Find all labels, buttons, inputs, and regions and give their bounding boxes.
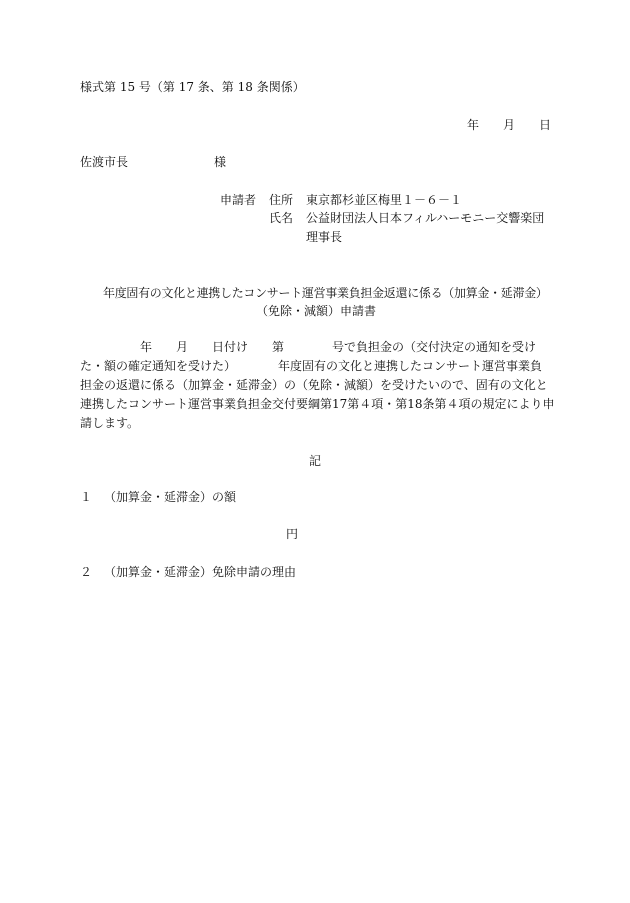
body-line: た・額の確定通知を受けた） 年度固有の文化と連携したコンサート運営事業負 — [80, 359, 543, 373]
form-number: 様式第 15 号（第 17 条、第 18 条関係） — [80, 80, 305, 94]
item-1-number: １ — [80, 490, 93, 504]
ki-heading: 記 — [309, 454, 322, 468]
body-line: 連携したコンサート運営事業負担金交付要綱第17第４項・第18条第４項の規定により申 — [80, 397, 555, 411]
applicant-organization: 公益財団法人日本フィルハーモニー交響楽団 — [306, 211, 545, 225]
item-2-label: （加算金・延滞金）免除申請の理由 — [104, 565, 297, 579]
document-title-line1: 年度固有の文化と連携したコンサート運営事業負担金返還に係る（加算金・延滞金） — [103, 286, 548, 300]
body-line: 年 月 日付け 第 号で負担金の（交付決定の通知を受け — [80, 340, 537, 354]
applicant-title: 理事長 — [306, 230, 343, 244]
applicant-label: 申請者 — [220, 193, 257, 207]
name-label: 氏名 — [269, 211, 294, 225]
item-1-label: （加算金・延滞金）の額 — [104, 490, 237, 504]
body-line: 担金の返還に係る（加算金・延滞金）の（免除・減額）を受けたいので、固有の文化と — [80, 378, 548, 392]
addressee-name: 佐渡市長 — [80, 155, 129, 169]
item-1-unit: 円 — [286, 527, 299, 541]
document-title-line2: （免除・減額）申請書 — [256, 304, 377, 318]
item-2-number: ２ — [80, 565, 93, 579]
body-line: 請します。 — [80, 416, 140, 430]
date-line: 年 月 日 — [467, 118, 552, 132]
applicant-address: 東京都杉並区梅里１－６－１ — [306, 193, 463, 207]
address-label: 住所 — [269, 193, 294, 207]
addressee-honorific: 様 — [214, 155, 227, 169]
